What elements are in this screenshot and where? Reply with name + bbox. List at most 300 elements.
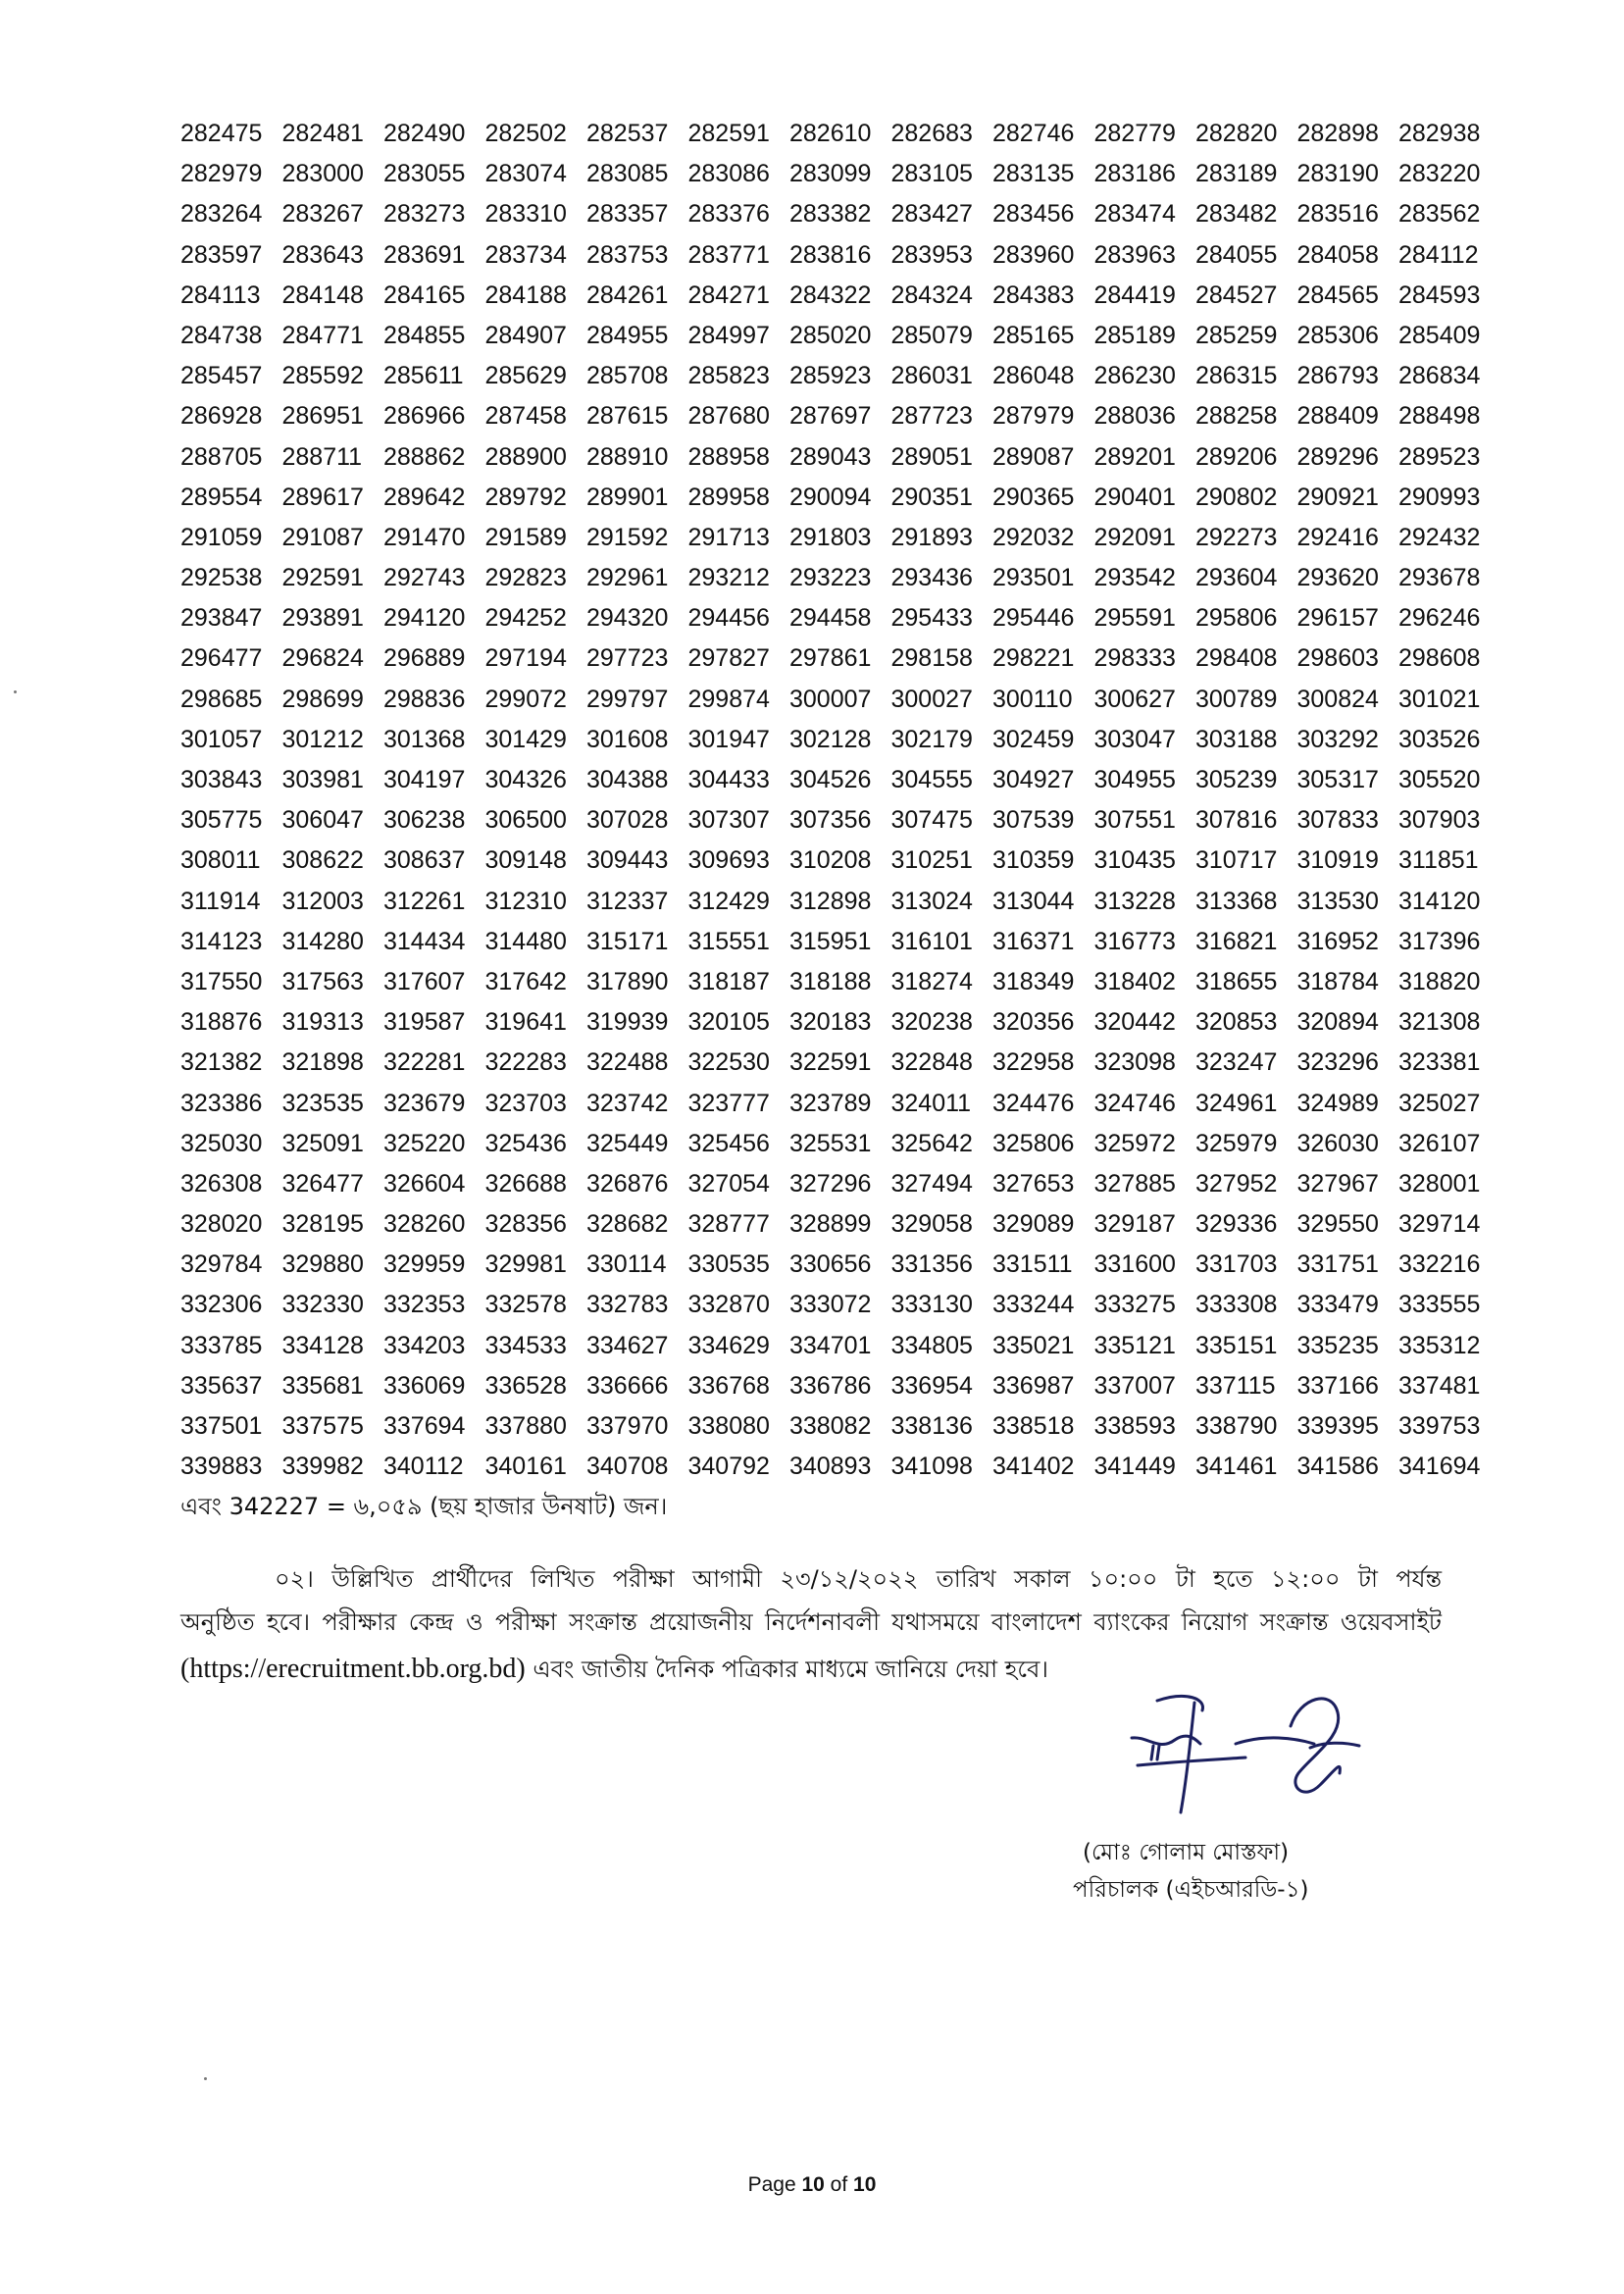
roll-number: 283960 [992,240,1075,269]
signatory-name: (মোঃ গোলাম মোস্তফা) [1083,1840,1290,1865]
roll-number: 282683 [890,120,973,147]
roll-number: 291713 [687,523,770,551]
roll-number: 283482 [1195,200,1278,229]
roll-number: 331600 [1093,1250,1176,1279]
roll-number: 292416 [1296,523,1379,551]
roll-number: 333555 [1398,1291,1481,1319]
roll-number: 328001 [1398,1169,1481,1198]
roll-number: 322283 [484,1048,567,1077]
roll-number: 290921 [1296,483,1379,511]
roll-number: 337007 [1093,1371,1176,1400]
roll-number: 304433 [687,766,770,793]
roll-number: 336666 [586,1371,669,1400]
roll-number: 318655 [1195,967,1278,995]
roll-number: 304388 [586,766,669,793]
roll-number: 301429 [484,725,567,753]
roll-number: 294320 [586,604,669,633]
roll-number: 320894 [1296,1008,1379,1037]
roll-number: 318349 [992,967,1075,995]
roll-number: 323098 [1093,1048,1176,1077]
roll-number: 288036 [1093,402,1176,431]
roll-number: 336768 [687,1371,770,1400]
roll-number: 283264 [180,200,263,229]
roll-number: 291803 [789,523,872,551]
roll-number: 310359 [992,846,1075,875]
roll-number: 283135 [992,160,1075,188]
roll-number: 283771 [687,240,770,269]
roll-number: 328899 [789,1210,872,1239]
roll-number: 332216 [1398,1250,1481,1279]
roll-number: 282779 [1093,120,1176,147]
roll-number: 300789 [1195,685,1278,713]
roll-number: 314280 [281,927,364,955]
roll-number: 282591 [687,120,770,147]
roll-number: 307356 [789,806,872,835]
scan-speck [14,690,17,693]
roll-number: 325091 [281,1129,364,1157]
roll-number: 325220 [383,1129,466,1157]
roll-number: 283953 [890,240,973,269]
roll-number: 325456 [687,1129,770,1157]
roll-number: 319939 [586,1008,669,1037]
roll-number: 305239 [1195,766,1278,793]
roll-number: 322958 [992,1048,1075,1077]
roll-number: 288258 [1195,402,1278,431]
roll-number: 317642 [484,967,567,995]
roll-number: 329714 [1398,1210,1481,1239]
roll-number: 314123 [180,927,263,955]
roll-number: 331511 [992,1250,1073,1279]
roll-number: 318274 [890,967,973,995]
roll-number: 298333 [1093,644,1176,673]
roll-number: 318188 [789,967,872,995]
roll-number: 290365 [992,483,1075,511]
roll-number: 334701 [789,1331,872,1359]
roll-number: 327054 [687,1169,770,1198]
roll-number: 298608 [1398,644,1481,673]
roll-number: 282490 [383,120,466,147]
roll-number: 295591 [1093,604,1176,633]
roll-number: 334805 [890,1331,973,1359]
roll-number: 285457 [180,362,263,390]
roll-number: 287979 [992,402,1075,431]
roll-number: 333244 [992,1291,1075,1319]
roll-number: 299797 [586,685,669,713]
roll-number: 321898 [281,1048,364,1077]
roll-number: 284324 [890,280,973,309]
roll-number: 284112 [1398,240,1479,269]
roll-number: 310208 [789,846,872,875]
roll-number: 307903 [1398,806,1481,835]
roll-number: 304326 [484,766,567,793]
roll-number: 334128 [281,1331,364,1359]
roll-number: 327967 [1296,1169,1379,1198]
roll-number: 339395 [1296,1412,1379,1440]
roll-number: 283382 [789,200,872,229]
roll-number: 335121 [1093,1331,1176,1359]
roll-number: 284113 [180,280,261,309]
roll-number: 284148 [281,280,364,309]
roll-number: 283963 [1093,240,1176,269]
roll-number: 286315 [1195,362,1278,390]
roll-number: 285306 [1296,321,1379,349]
roll-number: 337166 [1296,1371,1379,1400]
roll-number: 292432 [1398,523,1481,551]
roll-number: 294456 [687,604,770,633]
roll-number: 302128 [789,725,872,753]
roll-number: 320853 [1195,1008,1278,1037]
roll-number: 286951 [281,402,364,431]
roll-number: 282898 [1296,120,1379,147]
roll-number: 291059 [180,523,263,551]
roll-number: 325449 [586,1129,669,1157]
roll-number: 303843 [180,766,263,793]
roll-number: 307833 [1296,806,1379,835]
roll-number: 341098 [890,1453,973,1481]
roll-number: 322281 [383,1048,466,1077]
roll-number: 292961 [586,564,669,592]
roll-number: 284383 [992,280,1075,309]
roll-number: 305775 [180,806,263,835]
roll-number: 289554 [180,483,263,511]
roll-number: 323381 [1398,1048,1481,1077]
roll-number: 284261 [586,280,669,309]
roll-number: 282979 [180,160,263,188]
roll-number: 334627 [586,1331,669,1359]
roll-number: 288958 [687,442,770,471]
roll-number: 340708 [586,1453,669,1481]
roll-number: 340112 [383,1453,464,1481]
roll-number: 302179 [890,725,973,753]
footer-current-page: 10 [801,2173,825,2196]
roll-number: 334533 [484,1331,567,1359]
roll-number: 289206 [1195,442,1278,471]
roll-number: 283074 [484,160,567,188]
roll-number: 301057 [180,725,263,753]
roll-number: 322591 [789,1048,872,1077]
roll-number: 329959 [383,1250,466,1279]
roll-number: 282610 [789,120,872,147]
roll-number: 319313 [281,1008,364,1037]
roll-number: 283691 [383,240,466,269]
roll-number: 337501 [180,1412,263,1440]
roll-number: 325027 [1398,1089,1481,1117]
roll-number: 284527 [1195,280,1278,309]
footer-total-pages: 10 [853,2173,877,2196]
roll-number: 288409 [1296,402,1379,431]
roll-number: 307539 [992,806,1075,835]
roll-number: 305317 [1296,766,1379,793]
exam-notice-line-3 [180,1652,1442,1691]
roll-number: 300110 [992,685,1073,713]
roll-number: 320356 [992,1008,1075,1037]
roll-number: 296824 [281,644,364,673]
roll-number: 286230 [1093,362,1176,390]
roll-number: 337694 [383,1412,466,1440]
roll-number: 285259 [1195,321,1278,349]
roll-number: 298158 [890,644,973,673]
roll-number: 322488 [586,1048,669,1077]
roll-number: 319641 [484,1008,567,1037]
roll-number: 329187 [1093,1210,1176,1239]
roll-number: 332870 [687,1291,770,1319]
roll-number: 283189 [1195,160,1278,188]
roll-number: 297723 [586,644,669,673]
roll-number: 295433 [890,604,973,633]
roll-number: 283734 [484,240,567,269]
roll-number: 300007 [789,685,872,713]
roll-number: 282475 [180,120,263,147]
roll-number: 313368 [1195,887,1278,915]
roll-number: 333479 [1296,1291,1379,1319]
roll-number: 332578 [484,1291,567,1319]
roll-number: 309443 [586,846,669,875]
roll-number: 324961 [1195,1089,1278,1117]
roll-number: 296246 [1398,604,1481,633]
roll-number: 326876 [586,1169,669,1198]
roll-number: 329981 [484,1250,567,1279]
roll-number: 297194 [484,644,567,673]
roll-number: 285708 [586,362,669,390]
roll-number: 320238 [890,1008,973,1037]
roll-number: 326477 [281,1169,364,1198]
roll-number: 286834 [1398,362,1481,390]
roll-number: 286048 [992,362,1075,390]
roll-number: 300824 [1296,685,1379,713]
roll-number: 292032 [992,523,1075,551]
roll-number: 325972 [1093,1129,1176,1157]
roll-number: 312003 [281,887,364,915]
roll-number: 288900 [484,442,567,471]
roll-number: 325642 [890,1129,973,1157]
roll-number: 316952 [1296,927,1379,955]
roll-number: 283055 [383,160,466,188]
roll-number: 336987 [992,1371,1075,1400]
roll-number: 292538 [180,564,263,592]
roll-number: 285020 [789,321,872,349]
roll-number: 291087 [281,523,364,551]
roll-number: 291893 [890,523,973,551]
roll-number: 335235 [1296,1331,1379,1359]
roll-number: 318820 [1398,967,1481,995]
roll-number: 285923 [789,362,872,390]
roll-number: 287697 [789,402,872,431]
roll-number: 330114 [586,1250,667,1279]
roll-number: 306500 [484,806,567,835]
roll-number: 325806 [992,1129,1075,1157]
roll-number: 310251 [890,846,973,875]
roll-number: 316371 [992,927,1075,955]
roll-number: 283376 [687,200,770,229]
roll-number: 301212 [281,725,364,753]
roll-number: 284771 [281,321,364,349]
roll-number: 297827 [687,644,770,673]
roll-number: 296157 [1296,604,1379,633]
roll-number: 293604 [1195,564,1278,592]
roll-number: 298221 [992,644,1075,673]
roll-number: 283085 [586,160,669,188]
scan-speck [204,2077,207,2080]
roll-number: 303188 [1195,725,1278,753]
roll-number: 284058 [1296,240,1379,269]
roll-number: 297861 [789,644,872,673]
roll-number: 286966 [383,402,466,431]
roll-number: 323296 [1296,1048,1379,1077]
roll-number: 316101 [890,927,973,955]
roll-number: 336954 [890,1371,973,1400]
roll-number: 317607 [383,967,466,995]
roll-number: 323703 [484,1089,567,1117]
roll-number: 313024 [890,887,973,915]
roll-number: 329089 [992,1210,1075,1239]
roll-number: 283267 [281,200,364,229]
roll-number: 318187 [687,967,770,995]
roll-number: 286031 [890,362,973,390]
roll-number: 295806 [1195,604,1278,633]
roll-number: 313044 [992,887,1075,915]
roll-number: 323789 [789,1089,872,1117]
roll-number: 284997 [687,321,770,349]
roll-number: 328195 [281,1210,364,1239]
roll-number: 285592 [281,362,364,390]
roll-number: 329058 [890,1210,973,1239]
roll-number: 323535 [281,1089,364,1117]
roll-number: 316773 [1093,927,1176,955]
roll-number: 289051 [890,442,973,471]
roll-number: 304526 [789,766,872,793]
roll-number: 284855 [383,321,466,349]
roll-number: 298836 [383,685,466,713]
roll-number: 338082 [789,1412,872,1440]
roll-number: 285409 [1398,321,1481,349]
roll-number: 282537 [586,120,669,147]
roll-number: 318402 [1093,967,1176,995]
roll-number: 341449 [1093,1453,1176,1481]
roll-number: 310717 [1195,846,1278,875]
roll-number: 318784 [1296,967,1379,995]
roll-number: 285165 [992,321,1075,349]
roll-number: 339883 [180,1453,263,1481]
roll-number: 299072 [484,685,567,713]
roll-number: 317563 [281,967,364,995]
roll-number: 283753 [586,240,669,269]
roll-number: 334629 [687,1331,770,1359]
exam-notice-line-2: অনুষ্ঠিত হবে। পরীক্ষার কেন্দ্র ও পরীক্ষা সংক্রান্ত প্রয়োজনীয় নির্দেশনাবলী যথাসময়ে বাংলাদেশ ব্যাংকের নিয়োগ সংক্রান্ত ওয়েবসাইট [180,1608,1442,1636]
roll-number: 289901 [586,483,669,511]
roll-number: 320183 [789,1008,872,1037]
roll-number: 312310 [484,887,567,915]
roll-number: 284271 [687,280,770,309]
roll-number: 284055 [1195,240,1278,269]
roll-number: 304955 [1093,766,1176,793]
roll-number: 314434 [383,927,466,955]
roll-number: 307307 [687,806,770,835]
roll-number: 288705 [180,442,263,471]
roll-number: 327296 [789,1169,872,1198]
roll-number: 339982 [281,1453,364,1481]
roll-number: 292743 [383,564,466,592]
roll-number: 286928 [180,402,263,431]
roll-number: 288711 [281,442,363,471]
roll-number: 327653 [992,1169,1075,1198]
roll-number: 301947 [687,725,770,753]
roll-number: 301021 [1398,685,1481,713]
roll-number: 292591 [281,564,364,592]
roll-number: 328020 [180,1210,263,1239]
roll-number: 339753 [1398,1412,1481,1440]
roll-number: 307028 [586,806,669,835]
roll-number: 331356 [890,1250,973,1279]
roll-number: 338136 [890,1412,973,1440]
roll-number: 308622 [281,846,364,875]
roll-number: 336528 [484,1371,567,1400]
roll-number: 323777 [687,1089,770,1117]
roll-number: 295446 [992,604,1075,633]
roll-number: 283310 [484,200,567,229]
roll-number: 326604 [383,1169,466,1198]
roll-number: 307475 [890,806,973,835]
roll-number: 320442 [1093,1008,1176,1037]
roll-number: 294252 [484,604,567,633]
signatory-designation: পরিচালক (এইচআরডি-১) [1073,1877,1309,1903]
roll-number: 332306 [180,1291,263,1319]
roll-number: 330535 [687,1250,770,1279]
roll-number: 300627 [1093,685,1176,713]
roll-number: 282746 [992,120,1075,147]
roll-number: 293501 [992,564,1075,592]
roll-number: 294120 [383,604,466,633]
roll-number: 285823 [687,362,770,390]
roll-number: 290094 [789,483,872,511]
roll-number: 287723 [890,402,973,431]
roll-number: 287458 [484,402,567,431]
roll-number: 325531 [789,1129,872,1157]
roll-number: 290802 [1195,483,1278,511]
roll-number: 329336 [1195,1210,1278,1239]
roll-number: 283086 [687,160,770,188]
roll-number: 327494 [890,1169,973,1198]
roll-number: 325030 [180,1129,263,1157]
roll-number: 300027 [890,685,973,713]
roll-number: 332783 [586,1291,669,1319]
roll-number: 289958 [687,483,770,511]
roll-number: 283357 [586,200,669,229]
roll-number: 329550 [1296,1210,1379,1239]
roll-number: 312337 [586,887,669,915]
roll-number: 284165 [383,280,466,309]
roll-number: 283516 [1296,200,1379,229]
roll-number: 285079 [890,321,973,349]
roll-number: 284322 [789,280,872,309]
roll-number: 284565 [1296,280,1379,309]
roll-number: 283427 [890,200,973,229]
roll-number: 289087 [992,442,1075,471]
roll-number: 298685 [180,685,263,713]
roll-number: 335151 [1195,1331,1278,1359]
roll-number: 323742 [586,1089,669,1117]
roll-number: 337481 [1398,1371,1481,1400]
roll-number: 293436 [890,564,973,592]
roll-number: 311914 [180,887,261,915]
roll-number: 318876 [180,1008,263,1037]
roll-number: 282938 [1398,120,1481,147]
roll-number: 341586 [1296,1453,1379,1481]
roll-number: 289043 [789,442,872,471]
roll-number: 321308 [1398,1008,1481,1037]
roll-number: 301368 [383,725,466,753]
footer-prefix: Page [747,2173,802,2196]
roll-number: 298408 [1195,644,1278,673]
